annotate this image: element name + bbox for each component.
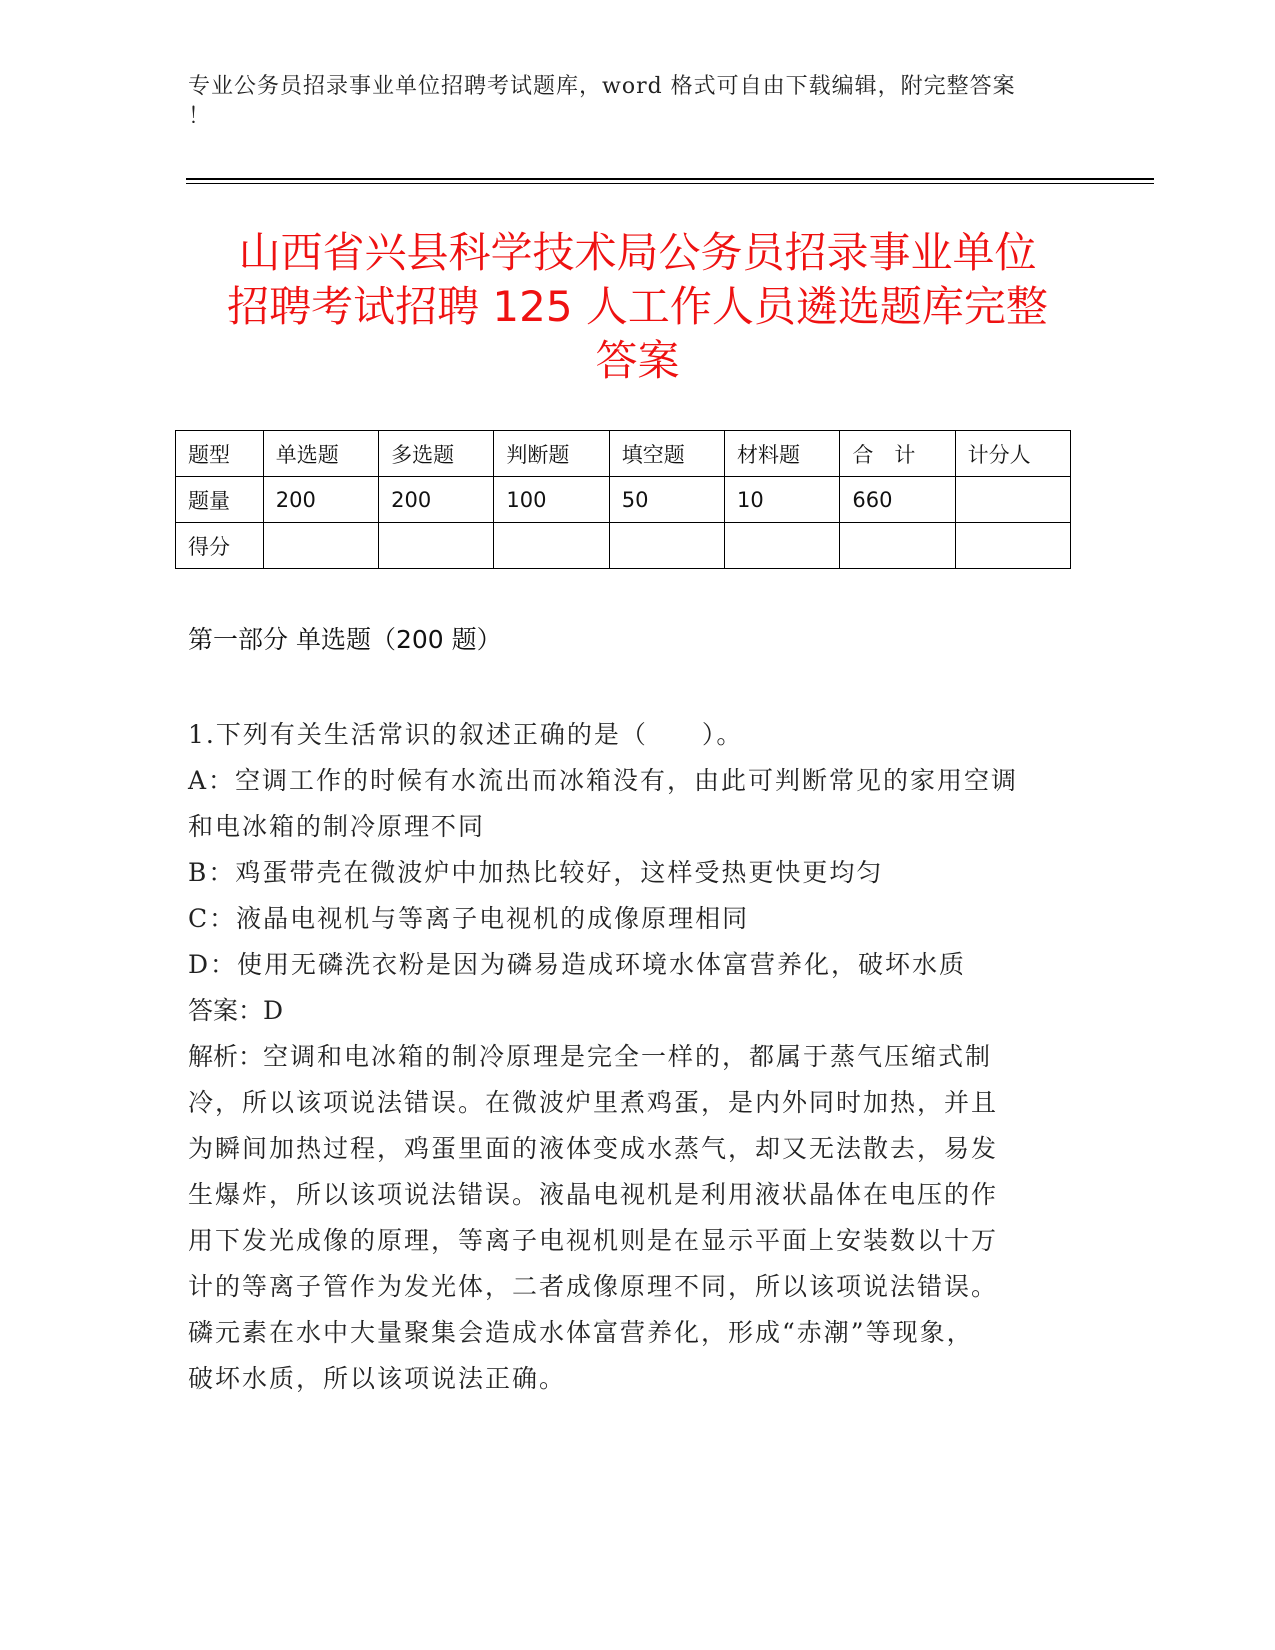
- table-header-cell: 题型: [176, 431, 264, 477]
- table-cell: 660: [840, 477, 955, 523]
- analysis-line-7: 磷元素在水中大量聚集会造成水体富营养化，形成“赤潮”等现象，: [188, 1318, 974, 1347]
- table-cell: 200: [263, 477, 378, 523]
- question-block: [188, 712, 1078, 1402]
- table-header-row: [176, 431, 1071, 477]
- title-line-1: 山西省兴县科学技术局公务员招录事业单位: [238, 228, 1037, 277]
- header-line-1: 专业公务员招录事业单位招聘考试题库，word 格式可自由下载编辑，附完整答案: [188, 74, 1016, 99]
- analysis-line-1: [188, 1034, 1078, 1080]
- score-table: [175, 430, 1071, 569]
- answer-label: 答案：: [188, 996, 264, 1025]
- option-b: B：鸡蛋带壳在微波炉中加热比较好，这样受热更快更均匀: [188, 858, 884, 887]
- analysis-line-2: 冷，所以该项说法错误。在微波炉里煮鸡蛋，是内外同时加热，并且: [188, 1088, 999, 1117]
- table-row: [176, 523, 1071, 569]
- table-header-cell: 判断题: [494, 431, 609, 477]
- question-stem: 1.下列有关生活常识的叙述正确的是（ ）。: [188, 720, 744, 749]
- analysis-text: 空调和电冰箱的制冷原理是完全一样的，都属于蒸气压缩式制: [263, 1042, 993, 1071]
- table-cell: [379, 523, 494, 569]
- table-cell: [955, 523, 1070, 569]
- analysis-line-5: 用下发光成像的原理，等离子电视机则是在显示平面上安装数以十万: [188, 1226, 999, 1255]
- analysis-line-6: 计的等离子管作为发光体，二者成像原理不同，所以该项说法错误。: [188, 1272, 999, 1301]
- table-cell: 10: [725, 477, 840, 523]
- table-row: [176, 477, 1071, 523]
- table-cell: 得分: [176, 523, 264, 569]
- table-cell: 50: [609, 477, 724, 523]
- table-header-cell: 填空题: [609, 431, 724, 477]
- header-line-2: ！: [188, 104, 212, 129]
- analysis-line-8: 破坏水质，所以该项说法正确。: [188, 1364, 567, 1393]
- title-line-2: 招聘考试招聘 125 人工作人员遴选题库完整: [227, 282, 1048, 331]
- table-cell: 题量: [176, 477, 264, 523]
- table-header-cell: 材料题: [725, 431, 840, 477]
- section-title: 第一部分 单选题（200 题）: [188, 625, 502, 654]
- table-cell: [725, 523, 840, 569]
- table-cell: [955, 477, 1070, 523]
- header-rule-thin: [186, 183, 1154, 184]
- table-cell: [263, 523, 378, 569]
- table-cell: [840, 523, 955, 569]
- option-c: C：液晶电视机与等离子电视机的成像原理相同: [188, 904, 750, 933]
- page-header: [188, 72, 1068, 132]
- header-rule-thick: [186, 178, 1154, 180]
- option-d: D：使用无磷洗衣粉是因为磷易造成环境水体富营养化，破坏水质: [188, 950, 967, 979]
- table-header-cell: 多选题: [379, 431, 494, 477]
- table-header-cell: 计分人: [955, 431, 1070, 477]
- document-title: [150, 226, 1125, 388]
- answer-value: D: [263, 996, 286, 1025]
- table-cell: 200: [379, 477, 494, 523]
- table-header-cell: 单选题: [263, 431, 378, 477]
- table-cell: [494, 523, 609, 569]
- analysis-label: 解析：: [188, 1042, 264, 1071]
- table-header-cell: 合 计: [840, 431, 955, 477]
- title-line-3: 答案: [595, 336, 680, 385]
- analysis-line-4: 生爆炸，所以该项说法错误。液晶电视机是利用液状晶体在电压的作: [188, 1180, 999, 1209]
- analysis-line-3: 为瞬间加热过程，鸡蛋里面的液体变成水蒸气，却又无法散去，易发: [188, 1134, 999, 1163]
- table-cell: [609, 523, 724, 569]
- table-cell: 100: [494, 477, 609, 523]
- option-a-line-1: A：空调工作的时候有水流出而冰箱没有，由此可判断常见的家用空调: [188, 766, 1019, 795]
- answer-line: [188, 988, 1078, 1034]
- option-a-line-2: 和电冰箱的制冷原理不同: [188, 812, 486, 841]
